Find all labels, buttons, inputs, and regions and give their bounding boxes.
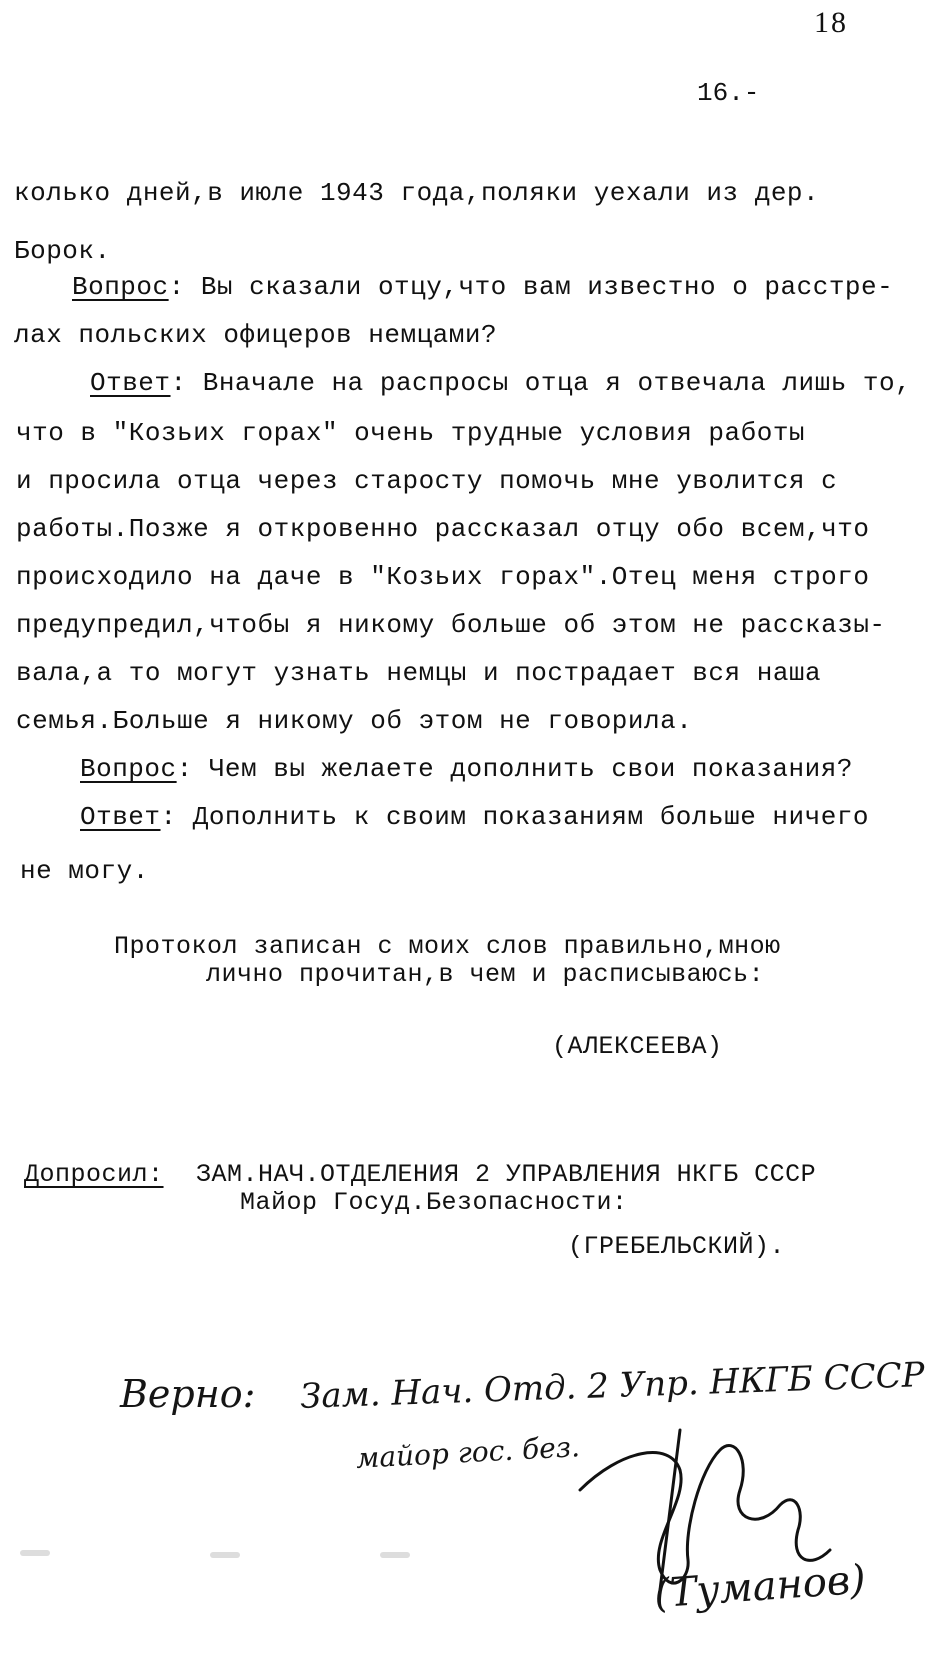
answer-text: : Вначале на распросы отца я отвечала лишь то, bbox=[170, 368, 912, 398]
scan-smudge bbox=[20, 1550, 50, 1556]
archive-page-number: 18 bbox=[814, 6, 848, 39]
protocol-statement: Протокол записан с моих слов правильно,мною bbox=[114, 932, 781, 961]
answer-label: Ответ bbox=[90, 368, 171, 398]
protocol-statement: лично прочитан,в чем и расписываюсь: bbox=[206, 960, 765, 989]
body-line: и просила отца через старосту помочь мне уволится с bbox=[16, 466, 838, 496]
scan-smudge bbox=[210, 1552, 240, 1558]
question-label: Вопрос bbox=[72, 272, 169, 302]
answer-label: Ответ bbox=[80, 802, 161, 832]
interrogator-title: ЗАМ.НАЧ.ОТДЕЛЕНИЯ 2 УПРАВЛЕНИЯ НКГБ СССР bbox=[196, 1160, 817, 1189]
body-line: не могу. bbox=[20, 856, 149, 886]
question-line bbox=[80, 754, 853, 784]
handwritten-rank: майор гос. без. bbox=[355, 1430, 581, 1475]
body-line: лах польских офицеров немцами? bbox=[14, 320, 498, 350]
answer-line bbox=[90, 368, 911, 398]
body-line: работы.Позже я откровенно рассказал отцу обо всем,что bbox=[16, 514, 870, 544]
sheet-number: 16.- bbox=[697, 78, 760, 108]
witness-name: (АЛЕКСЕЕВА) bbox=[552, 1032, 723, 1061]
body-line: вала,а то могут узнать немцы и пострадает вся наша bbox=[16, 658, 822, 688]
question-text: : Вы сказали отцу,что вам известно о расстре- bbox=[168, 272, 894, 302]
body-line: что в "Козьих горах" очень трудные условия работы bbox=[16, 418, 806, 448]
scan-smudge bbox=[380, 1552, 410, 1558]
body-line: происходило на даче в "Козьих горах".Отец меня строго bbox=[16, 562, 870, 592]
answer-line bbox=[80, 802, 869, 832]
body-line: колько дней,в июле 1943 года,поляки уехали из дер. bbox=[14, 178, 820, 208]
answer-text: : Дополнить к своим показаниям больше ничего bbox=[160, 802, 870, 832]
body-line: Борок. bbox=[14, 236, 111, 266]
interrogator-label: Допросил: bbox=[24, 1160, 164, 1189]
handwritten-name: (Туманов) bbox=[652, 1556, 868, 1618]
question-text: : Чем вы желаете дополнить свои показания? bbox=[176, 754, 853, 784]
question-label: Вопрос bbox=[80, 754, 177, 784]
interrogator-name: (ГРЕБЕЛЬСКИЙ). bbox=[568, 1232, 786, 1261]
question-line bbox=[72, 272, 893, 302]
interrogator-rank: Майор Госуд.Безопасности: bbox=[240, 1188, 628, 1217]
verno-label: Верно: bbox=[120, 1372, 256, 1416]
body-line: семья.Больше я никому об этом не говорила. bbox=[16, 706, 693, 736]
body-line: предупредил,чтобы я никому больше об этом не рассказы- bbox=[16, 610, 886, 640]
handwritten-title: Зам. Нач. Отд. 2 Упр. НКГБ СССР bbox=[299, 1355, 926, 1417]
